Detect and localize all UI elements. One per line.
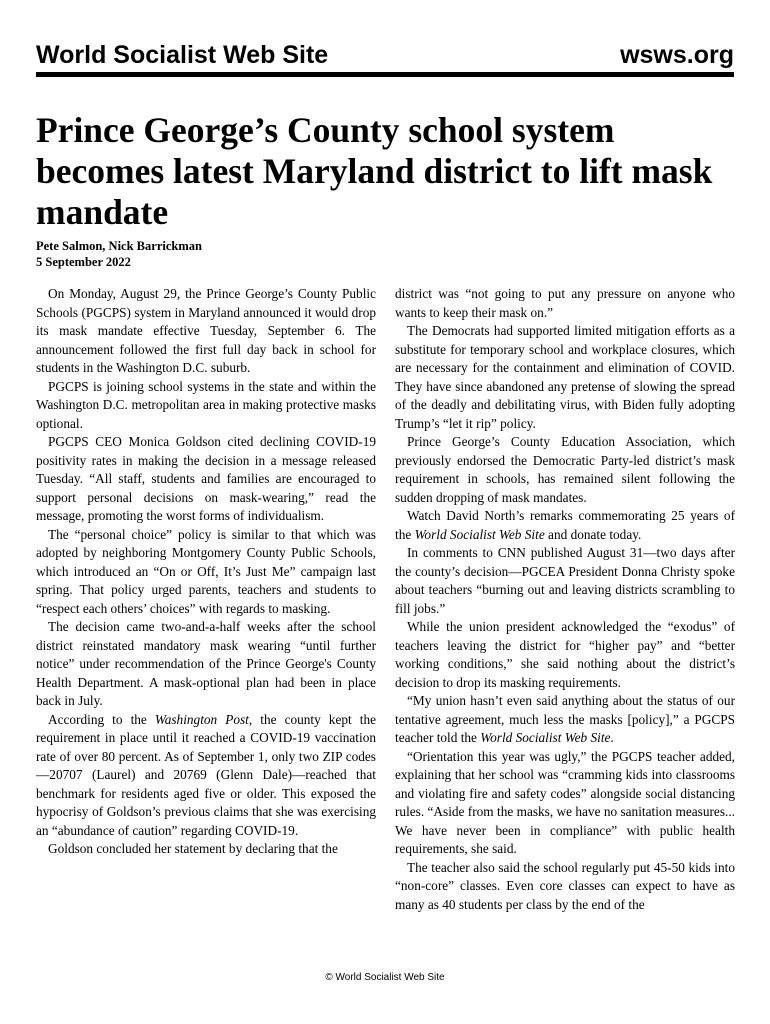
- paragraph: PGCPS is joining school systems in the state and within the Washington D.C. metropolitan area in making protective masks optional.: [36, 378, 376, 431]
- paragraph: [395, 692, 735, 748]
- paragraph: Goldson concluded her statement by declaring that the: [48, 841, 338, 856]
- site-url[interactable]: wsws.org: [620, 41, 734, 69]
- article-title: Prince George’s County school system becomes latest Maryland district to lift mask mandate: [36, 110, 713, 232]
- publication-name: World Socialist Web Site: [414, 526, 545, 542]
- paragraph: “Orientation this year was ugly,” the PGCPS teacher added, explaining that her school was “cramming kids into classrooms and violating fire and safety codes” alongside social distancing rules. “Aside from the masks, we have no sanitation measures... We have never been in compliance” with public health requirements, she said.: [395, 748, 735, 856]
- masthead-divider: [36, 72, 734, 77]
- text: According to the: [48, 711, 155, 727]
- article-column-right: [395, 285, 735, 945]
- paragraph: The “personal choice” policy is similar to that which was adopted by neighboring Montgomery County Public Schools, which introduced an “On or Off, It’s Just Me” campaign last spring. That policy urged parents, teachers and students to “respect each others’ choices” with regards to masking.: [36, 526, 376, 616]
- paragraph: [36, 711, 376, 841]
- article-authors: Pete Salmon, Nick Barrickman: [36, 239, 202, 253]
- text: .: [610, 730, 614, 745]
- text: and donate today.: [544, 526, 642, 542]
- paragraph: In comments to CNN published August 31—two days after the county’s decision—PGCEA President Donna Christy spoke about teachers “burning out and leaving districts scrambling to fill jobs.”: [395, 545, 735, 616]
- paragraph: [395, 507, 735, 544]
- text: “My union hasn’t even said anything about the status of our tentative agreement, much less the masks [policy],” a PGCPS teacher told the: [395, 693, 735, 745]
- article-column-left: [36, 285, 376, 945]
- byline: [36, 238, 202, 270]
- footer-copyright: © World Socialist Web Site: [325, 972, 445, 983]
- paragraph: While the union president acknowledged the “exodus” of teachers leaving the district for “higher pay” and “better working conditions,” she said nothing about the district’s decision to drop its masking requirements.: [395, 619, 735, 690]
- paragraph: The Democrats had supported limited mitigation efforts as a substitute for temporary school and workplace closures, which are necessary for the containment and elimination of COVID. They have since abandoned any pretense of slowing the spread of the deadly and debilitating virus, with Biden fully adopting Trump’s “let it rip” policy.: [395, 323, 735, 431]
- publication-name: World Socialist Web Site: [480, 730, 611, 745]
- paragraph: Prince George’s County Education Association, which previously endorsed the Democratic Party-led district’s mask requirement in schools, has remained silent following the sudden dropping of mask mandates.: [395, 434, 735, 505]
- paragraph: On Monday, August 29, the Prince George’s County Public Schools (PGCPS) system in Maryland announced it would drop its mask mandate effective Tuesday, September 6. The announcement followed the first full day back in school for students in the Washington D.C. suburb.: [36, 286, 376, 375]
- publication-name: Washington Post: [154, 711, 249, 727]
- article-date: 5 September 2022: [36, 255, 131, 269]
- paragraph: The decision came two-and-a-half weeks after the school district reinstated mandatory mask wearing “until further notice” under recommendation of the Prince George's County Health Department. A mask-optional plan had been in place back in July.: [36, 619, 376, 708]
- text: Watch David North’s remarks commemorating 25 years of the: [395, 508, 735, 542]
- site-name: World Socialist Web Site: [36, 41, 329, 69]
- paragraph-continued: district was “not going to put any pressure on anyone who wants to keep their mask on.”: [395, 286, 735, 320]
- paragraph: PGCPS CEO Monica Goldson cited declining COVID-19 positivity rates in making the decision in a message released Tuesday. “All staff, students and families are encouraged to support personal decisions on mask-wearing,” read the message, promoting the worst forms of individualism.: [36, 434, 376, 523]
- paragraph: The teacher also said the school regularly put 45-50 kids into “non-core” classes. Even core classes can expect to have as many as 40 students per class by the end of the: [395, 859, 735, 912]
- masthead: [36, 40, 734, 70]
- text: , the county kept the requirement in place until it reached a COVID-19 vaccination rate of over 80 percent. As of September 1, only two ZIP codes—20707 (Laurel) and 20769 (Glenn Dale)—reached that benchmark for residents aged five or older. This exposed the hypocrisy of Goldson’s previous claims that she was exercising an “abundance of caution” regarding COVID-19.: [36, 711, 376, 838]
